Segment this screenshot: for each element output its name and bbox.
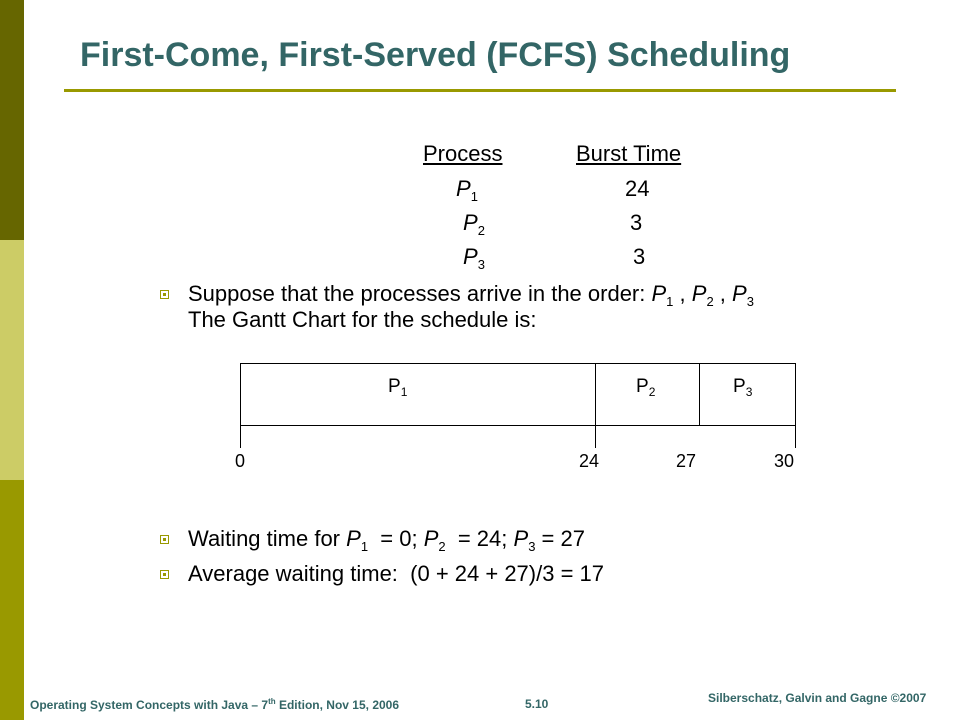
gantt-chart — [240, 363, 796, 426]
gantt-divider — [595, 363, 596, 448]
gantt-label-p3: $P_3$ — [733, 376, 753, 399]
gantt-divider — [699, 363, 700, 426]
gantt-time-30: 30 — [774, 451, 795, 471]
table-row-process: $P_3$ — [463, 244, 485, 272]
header-burst-time: Burst Time — [576, 141, 682, 166]
table-row-burst: 3 — [630, 210, 643, 235]
footer-book-title: Operating System Concepts with Java – 7th Edition, Nov 15, 2006 — [30, 697, 400, 712]
footer-page-number: 5.10 — [525, 697, 549, 711]
bullet-gantt-intro: The Gantt Chart for the schedule is: — [188, 307, 537, 332]
gantt-time-27: 27 — [676, 451, 697, 471]
gantt-time-24: 24 — [579, 451, 600, 471]
table-row-burst: 3 — [633, 244, 646, 269]
gantt-label-p1: $P_1$ — [388, 376, 408, 399]
gantt-time-0: 0 — [235, 451, 246, 471]
bullet-average-waiting-time: Average waiting time: (0 + 24 + 27)/3 = 17 — [188, 561, 605, 586]
side-bar-top — [0, 0, 24, 240]
gantt-tick — [240, 426, 241, 448]
slide-title: First-Come, First-Served (FCFS) Scheduling — [80, 36, 791, 74]
title-underline — [64, 89, 896, 92]
gantt-label-p2: $P_2$ — [636, 376, 656, 399]
table-row-process: $P_1$ — [456, 176, 478, 204]
table-row-burst: 24 — [625, 176, 650, 201]
bullet-arrival-order: Suppose that the processes arrive in the order: $P_1$ , $P_2$ , $P_3$ — [188, 281, 754, 309]
bullet-icon — [160, 535, 169, 544]
gantt-tick — [795, 426, 796, 448]
bullet-icon — [160, 290, 169, 299]
side-bar-middle — [0, 240, 24, 480]
side-bar-bottom — [0, 480, 24, 720]
footer-authors: Silberschatz, Galvin and Gagne ©2007 — [708, 691, 927, 705]
bullet-waiting-time: Waiting time for $P_1 = 0$; $P_2 = 24$; $P_3 = 27$ — [188, 526, 585, 554]
bullet-icon — [160, 570, 169, 579]
table-row-process: $P_2$ — [463, 210, 485, 238]
header-process: Process — [423, 141, 503, 166]
